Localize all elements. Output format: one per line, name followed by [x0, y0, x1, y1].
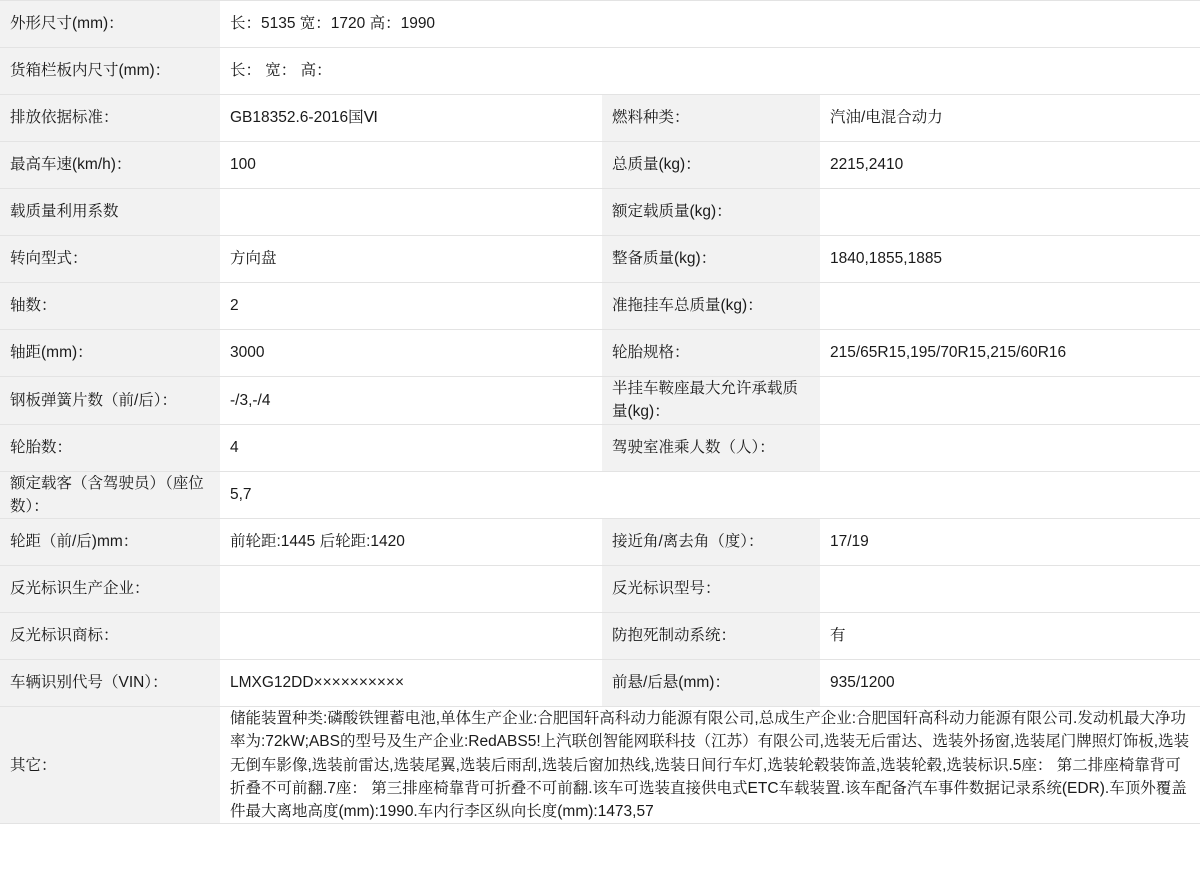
row-label-fuel-type: 燃料种类： [602, 95, 820, 142]
row-value-tire-count: 4 [220, 424, 602, 471]
row-value-leaf-spring: -/3,-/4 [220, 377, 602, 425]
row-value-emission-standard: GB18352.6-2016国Ⅵ [220, 95, 602, 142]
table-row [0, 377, 1200, 425]
row-label-approach-departure-angle: 接近角/离去角（度）： [602, 519, 820, 566]
row-value-saddle-max-load [820, 377, 1200, 425]
row-label-dimensions: 外形尺寸(mm)： [0, 1, 220, 48]
row-value-axle-count: 2 [220, 283, 602, 330]
row-value-rated-load [820, 189, 1200, 236]
table-row [0, 471, 1200, 519]
row-label-tire-spec: 轮胎规格： [602, 330, 820, 377]
table-row [0, 283, 1200, 330]
table-row [0, 566, 1200, 613]
row-value-wheelbase: 3000 [220, 330, 602, 377]
row-label-load-coefficient: 载质量利用系数 [0, 189, 220, 236]
table-row [0, 95, 1200, 142]
row-label-emission-standard: 排放依据标准： [0, 95, 220, 142]
row-value-track-width: 前轮距:1445 后轮距:1420 [220, 519, 602, 566]
row-label-gross-mass: 总质量(kg)： [602, 142, 820, 189]
row-value-fuel-type: 汽油/电混合动力 [820, 95, 1200, 142]
table-row [0, 519, 1200, 566]
row-label-tire-count: 轮胎数： [0, 424, 220, 471]
page-bottom-clip [0, 885, 1200, 893]
table-row [0, 1, 1200, 48]
row-label-reflector-brand: 反光标识商标： [0, 613, 220, 660]
row-label-trailer-gross-mass: 准拖挂车总质量(kg)： [602, 283, 820, 330]
table-row [0, 142, 1200, 189]
row-value-abs: 有 [820, 613, 1200, 660]
row-label-wheelbase: 轴距(mm)： [0, 330, 220, 377]
row-label-rated-passengers: 额定载客（含驾驶员）（座位数）： [0, 471, 220, 519]
table-row [0, 189, 1200, 236]
table-row [0, 660, 1200, 707]
row-label-overhang: 前悬/后悬(mm)： [602, 660, 820, 707]
row-label-leaf-spring: 钢板弹簧片数（前/后）： [0, 377, 220, 425]
row-value-reflector-brand [220, 613, 602, 660]
row-label-reflector-model: 反光标识型号： [602, 566, 820, 613]
row-label-track-width: 轮距（前/后)mm： [0, 519, 220, 566]
row-value-cab-seats [820, 424, 1200, 471]
row-value-reflector-model [820, 566, 1200, 613]
row-label-reflector-manufacturer: 反光标识生产企业： [0, 566, 220, 613]
row-value-curb-mass: 1840,1855,1885 [820, 236, 1200, 283]
row-value-rated-passengers: 5,7 [220, 471, 1200, 519]
row-value-cargo-box: 长： 宽： 高： [220, 48, 1200, 95]
row-value-dimensions: 长：5135 宽：1720 高：1990 [220, 1, 1200, 48]
table-row [0, 236, 1200, 283]
row-value-vin: LMXG12DD×××××××××× [220, 660, 602, 707]
row-value-gross-mass: 2215,2410 [820, 142, 1200, 189]
table-row [0, 48, 1200, 95]
row-value-trailer-gross-mass [820, 283, 1200, 330]
row-value-tire-spec: 215/65R15,195/70R15,215/60R16 [820, 330, 1200, 377]
row-label-cab-seats: 驾驶室准乘人数（人）： [602, 424, 820, 471]
table-row-other [0, 707, 1200, 824]
row-value-overhang: 935/1200 [820, 660, 1200, 707]
row-label-vin: 车辆识别代号（VIN）： [0, 660, 220, 707]
row-label-other: 其它： [0, 707, 220, 824]
row-value-reflector-manufacturer [220, 566, 602, 613]
row-label-max-speed: 最高车速(km/h)： [0, 142, 220, 189]
row-label-saddle-max-load: 半挂车鞍座最大允许承载质量(kg)： [602, 377, 820, 425]
table-row [0, 613, 1200, 660]
row-value-approach-departure-angle: 17/19 [820, 519, 1200, 566]
row-value-load-coefficient [220, 189, 602, 236]
row-label-axle-count: 轴数： [0, 283, 220, 330]
row-label-abs: 防抱死制动系统： [602, 613, 820, 660]
row-value-max-speed: 100 [220, 142, 602, 189]
row-value-other: 储能装置种类:磷酸铁锂蓄电池,单体生产企业:合肥国轩高科动力能源有限公司,总成生产企业:合肥国轩高科动力能源有限公司.发动机最大净功率为:72kW;ABS的型号及生产企业:RedABS5!上汽联创智能网联科技（江苏）有限公司,选装无后雷达、选装外扬窗,选装尾门牌照灯饰板,选装无倒车影像,选装前雷达,选装尾翼,选装后雨刮,选装后窗加热线,选装日间行车灯,选装轮毂装饰盖,选装轮毂,选装标识.5座： 第二排座椅靠背可折叠不可前翻.7座： 第三排座椅靠背可折叠不可前翻.该车可选装直接供电式ETC车载装置.该车配备汽车事件数据记录系统(EDR).车顶外覆盖件最大离地高度(mm):1990.车内行李区纵向长度(mm):1473,57 [220, 707, 1200, 824]
table-row [0, 330, 1200, 377]
row-label-cargo-box: 货箱栏板内尺寸(mm)： [0, 48, 220, 95]
row-value-steering-type: 方向盘 [220, 236, 602, 283]
row-label-rated-load: 额定载质量(kg)： [602, 189, 820, 236]
row-label-curb-mass: 整备质量(kg)： [602, 236, 820, 283]
table-row [0, 424, 1200, 471]
row-label-steering-type: 转向型式： [0, 236, 220, 283]
